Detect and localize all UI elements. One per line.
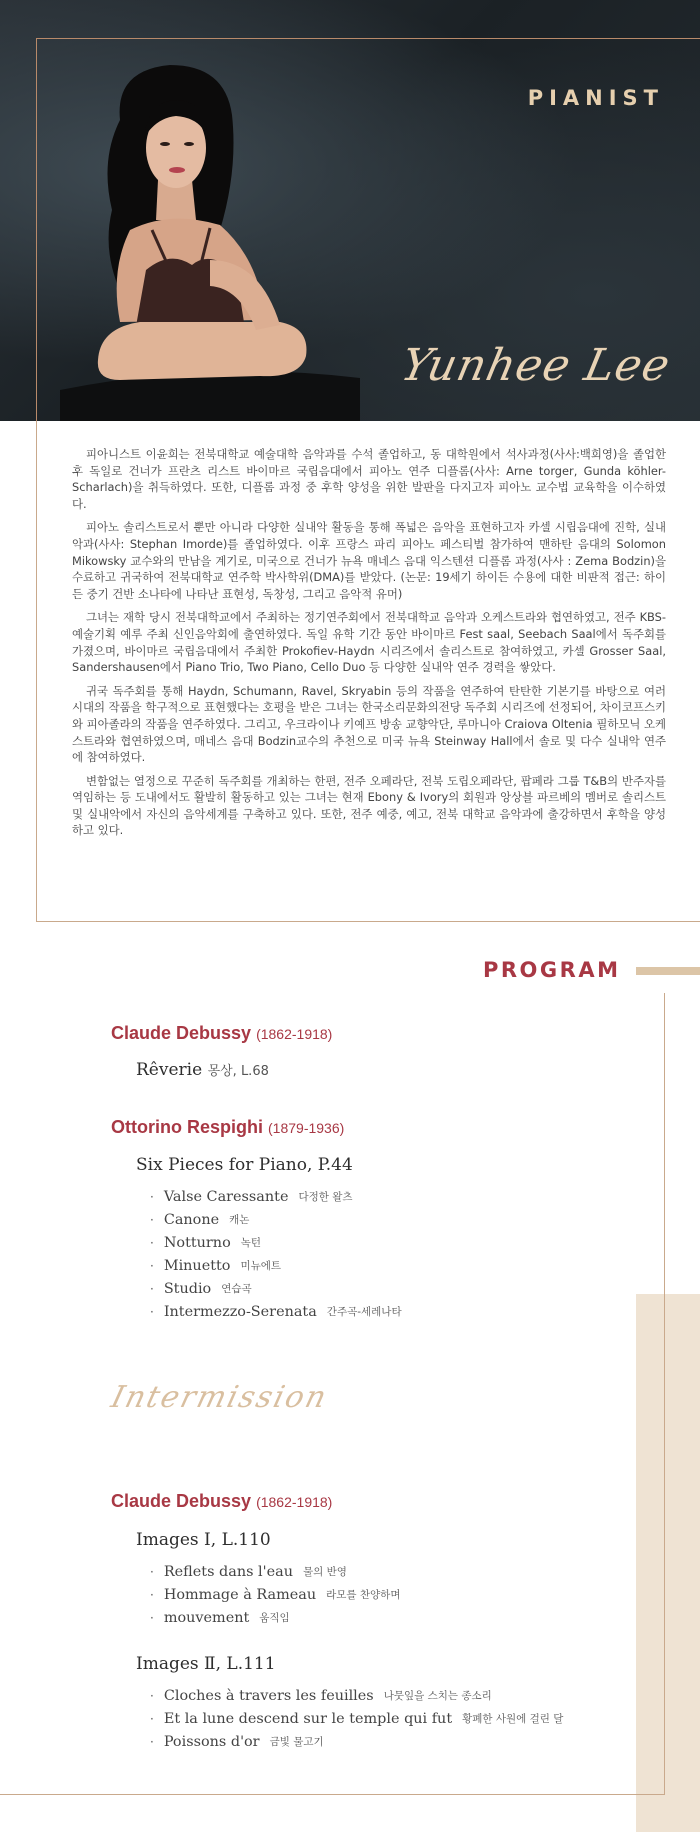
movement-item <box>150 1606 400 1629</box>
program-title-bar <box>636 967 700 975</box>
program-title: PROGRAM <box>483 958 621 982</box>
bio-paragraph: 피아니스트 이윤희는 전북대학교 예술대학 음악과를 수석 졸업하고, 동 대학원에서 석사과정(사사:백희영)을 졸업한 후 독일로 건너가 프란츠 리스트 바이마르 국립음대에서 피아노 연주 디플롬(사사: Arne torger, Gunda köhler-Scharlach)을 취득하였다. 또한, 디플롬 과정 중 후학 양성을 위한 발판을 다지고자 피아노 교수법 교육학을 이수하였다. <box>72 447 666 511</box>
movement-list <box>150 1684 563 1753</box>
bio-paragraph: 피아노 솔리스트로서 뿐만 아니라 다양한 실내악 활동을 통해 폭넓은 음악을 표현하고자 카셀 시립음대에 진학, 실내악과(사사: Stephan Imorde)를 졸업하였다. 이후 프랑스 파리 피아노 페스티벌 참가하여 맨하탄 음대의 Solomon Mikowsky 교수와의 만남을 계기로, 미국으로 건너가 뉴욕 매네스 음대 익스텐션 디플롬 과정(사사 : Zema Bodzin)을 수료하고 귀국하여 전북대학교 연주학 박사학위(DMA)를 받았다. (논문: 19세기 하이든 수용에 대한 비판적 접근: 하이든 중기 건반 소나타에 나타난 표현성, 독창성, 그리고 음악적 유머) <box>72 520 666 601</box>
movement-title-ko: 간주곡-세레나타 <box>326 1306 402 1318</box>
composer-heading <box>111 1117 344 1138</box>
movement-item <box>150 1254 402 1277</box>
signature: Yunhee Lee <box>396 340 676 391</box>
composer-years: (1862-1918) <box>256 1494 333 1510</box>
work-title <box>136 1060 269 1080</box>
movement-title-ko: 황폐한 사원에 걸린 달 <box>462 1713 564 1725</box>
bullet: · <box>150 1258 154 1273</box>
movement-item <box>150 1730 563 1753</box>
work-title <box>136 1654 276 1674</box>
bullet: · <box>150 1711 154 1726</box>
movement-title-ko: 나뭇잎을 스치는 종소리 <box>383 1690 492 1702</box>
movement-item <box>150 1583 400 1606</box>
movement-item <box>150 1277 402 1300</box>
decorative-beige-block <box>636 1294 700 1832</box>
bullet: · <box>150 1281 154 1296</box>
movement-item <box>150 1684 563 1707</box>
work-title-text: Images Ⅱ, L.111 <box>136 1654 276 1674</box>
work-title-ko: 몽상, L.68 <box>207 1064 269 1079</box>
movement-title-ko: 다정한 왈츠 <box>298 1191 353 1203</box>
bullet: · <box>150 1587 154 1602</box>
bullet: · <box>150 1189 154 1204</box>
movement-title: Minuetto <box>163 1257 231 1274</box>
movement-title-ko: 물의 반영 <box>302 1566 347 1578</box>
movement-title-ko: 미뉴에트 <box>240 1260 282 1272</box>
work-title-text: Rêverie <box>136 1060 203 1080</box>
bullet: · <box>150 1610 154 1625</box>
movement-item <box>150 1185 402 1208</box>
movement-title-ko: 움직임 <box>259 1612 290 1624</box>
hero-title: PIANIST <box>527 86 664 110</box>
movement-title-ko: 녹턴 <box>240 1237 262 1249</box>
movement-item <box>150 1300 402 1323</box>
movement-list <box>150 1185 402 1323</box>
bio-paragraph: 그녀는 재학 당시 전북대학교에서 주최하는 정기연주회에서 전북대학교 음악과 오케스트라와 협연하였고, 전주 KBS-예술기획 예루 주최 신인음악회에 출연하였다. 독일 유학 기간 동안 바이마르 Fest saal, Seebach Saal에서 독주회를 가졌으며, 바이마르 국립음대에서 주최한 Prokofiev-Haydn 시리즈에서 솔리스트로 참여하였고, 카셀 Grosser Saal, Sandershausen에서 Piano Trio, Two Piano, Cello Duo 등 다양한 실내악 연주 경력을 쌓았다. <box>72 610 666 675</box>
movement-item <box>150 1560 400 1583</box>
bio-paragraph: 변함없는 열정으로 꾸준히 독주회를 개최하는 한편, 전주 오페라단, 전북 도립오페라단, 팝페라 그룹 T&B의 반주자를 역임하는 등 도내에서도 활발히 활동하고 있는 그녀는 현재 Ebony & Ivory의 회원과 앙상블 파르베의 멤버로 솔리스트 및 실내악에서 자신의 음악세계를 구축하고 있다. 또한, 전주 예중, 예고, 전북 대학교 음악과에 출강하면서 후학을 양성하고 있다. <box>72 773 666 838</box>
movement-title-ko: 연습곡 <box>221 1283 252 1295</box>
bullet: · <box>150 1734 154 1749</box>
movement-title: Hommage à Rameau <box>163 1586 317 1603</box>
intermission-label: Intermission <box>107 1380 332 1415</box>
movement-title-ko: 라모를 찬양하며 <box>326 1589 401 1601</box>
composer-years: (1862-1918) <box>256 1026 333 1042</box>
program-frame-line <box>664 993 665 1795</box>
work-title <box>136 1530 271 1550</box>
movement-item <box>150 1707 563 1730</box>
movement-title-ko: 캐논 <box>229 1214 250 1226</box>
bullet: · <box>150 1212 154 1227</box>
work-title-text: Six Pieces for Piano, P.44 <box>136 1155 353 1175</box>
movement-title-ko: 금빛 물고기 <box>269 1736 324 1748</box>
composer-name: Ottorino Respighi <box>111 1117 263 1137</box>
movement-item <box>150 1208 402 1231</box>
composer-heading <box>111 1491 332 1512</box>
bio-paragraph: 귀국 독주회를 통해 Haydn, Schumann, Ravel, Skryabin 등의 작품을 연주하여 탄탄한 기본기를 바탕으로 여러 시대의 작품을 학구적으로 표현했다는 호평을 받은 그녀는 한국소리문화의전당 독주회 시리즈에 선정되어, 차이코프스키와 피아졸라의 작품을 연주하였다. 그리고, 우크라이나 키예프 방송 교향악단, 루마니아 Craiova Oltenia 필하모닉 오케스트라와 협연하였으며, 매네스 음대 Bodzin교수의 추천으로 미국 뉴욕 Steinway Hall에서 솔로 및 다수 실내악 연주에 참여하였다. <box>72 683 666 765</box>
movement-title: Canone <box>163 1211 220 1228</box>
movement-title: Valse Caressante <box>163 1188 289 1205</box>
movement-item <box>150 1231 402 1254</box>
composer-name: Claude Debussy <box>111 1491 252 1511</box>
composer-heading <box>111 1023 332 1044</box>
work-title-text: Images I, L.110 <box>136 1530 271 1550</box>
bullet: · <box>150 1304 154 1319</box>
movement-title: Cloches à travers les feuilles <box>163 1687 374 1704</box>
movement-list <box>150 1560 400 1629</box>
work-title <box>136 1155 353 1175</box>
movement-title: Intermezzo-Serenata <box>163 1303 317 1320</box>
biography <box>72 446 666 846</box>
bullet: · <box>150 1688 154 1703</box>
program-frame-bottom <box>0 1794 665 1795</box>
composer-name: Claude Debussy <box>111 1023 252 1043</box>
movement-title: Notturno <box>163 1234 231 1251</box>
bullet: · <box>150 1564 154 1579</box>
hero-banner <box>0 0 700 421</box>
movement-title: mouvement <box>163 1609 250 1626</box>
composer-years: (1879-1936) <box>268 1120 345 1136</box>
movement-title: Reflets dans l'eau <box>163 1563 293 1580</box>
movement-title: Et la lune descend sur le temple qui fut <box>163 1710 453 1727</box>
bullet: · <box>150 1235 154 1250</box>
movement-title: Poissons d'or <box>163 1733 260 1750</box>
movement-title: Studio <box>163 1280 212 1297</box>
